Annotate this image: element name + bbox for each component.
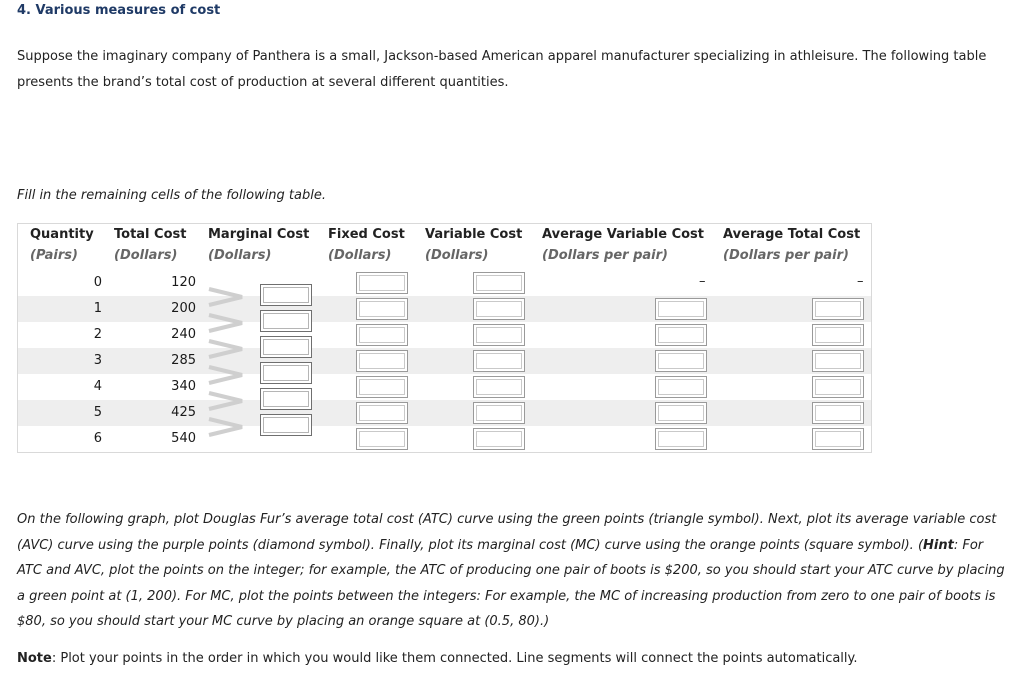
table-row	[18, 426, 871, 452]
chevron-right-icon	[206, 417, 246, 437]
variable-cost-input[interactable]	[473, 402, 525, 424]
variable-cost-input[interactable]	[473, 272, 525, 294]
total-cost-cell: 285	[171, 353, 196, 368]
chevron-right-icon	[206, 339, 246, 359]
marginal-cost-input[interactable]	[260, 336, 312, 358]
marginal-cost-input[interactable]	[260, 414, 312, 436]
avc-dash: –	[699, 274, 706, 289]
fixed-cost-input[interactable]	[356, 376, 408, 398]
atc-input[interactable]	[812, 298, 864, 320]
header-fixed-cost: Fixed Cost (Dollars)	[328, 227, 405, 263]
avc-input[interactable]	[655, 428, 707, 450]
chevron-right-icon	[206, 365, 246, 385]
fill-instruction: Fill in the remaining cells of the following table.	[17, 188, 326, 203]
table-row	[18, 296, 871, 322]
fixed-cost-input[interactable]	[356, 272, 408, 294]
intro-paragraph: Suppose the imaginary company of Panthera is a small, Jackson-based American apparel manufacturer specializing in athleisure. The following table presents the brand’s total cost of production at several different quantities.	[17, 49, 987, 90]
table-row	[18, 374, 871, 400]
atc-input[interactable]	[812, 428, 864, 450]
quantity-cell: 1	[93, 301, 102, 316]
chevron-right-icon	[206, 287, 246, 307]
atc-input[interactable]	[812, 402, 864, 424]
variable-cost-input[interactable]	[473, 376, 525, 398]
header-variable-cost: Variable Cost (Dollars)	[425, 227, 523, 263]
marginal-cost-input[interactable]	[260, 284, 312, 306]
variable-cost-input[interactable]	[473, 298, 525, 320]
table-row	[18, 348, 871, 374]
atc-input[interactable]	[812, 350, 864, 372]
marginal-cost-input[interactable]	[260, 362, 312, 384]
atc-input[interactable]	[812, 324, 864, 346]
avc-input[interactable]	[655, 350, 707, 372]
avc-input[interactable]	[655, 298, 707, 320]
avc-input[interactable]	[655, 376, 707, 398]
total-cost-cell: 540	[171, 431, 196, 446]
marginal-cost-input[interactable]	[260, 388, 312, 410]
variable-cost-input[interactable]	[473, 350, 525, 372]
quantity-cell: 6	[93, 431, 102, 446]
table-row	[18, 400, 871, 426]
chevron-right-icon	[206, 391, 246, 411]
note-label: Note	[17, 651, 52, 666]
graph-instructions: On the following graph, plot Douglas Fur’s average total cost (ATC) curve using the green points (triangle symbol). Next, plot its average variable cost (AVC) curve using the purple points (diamond symbol). Finally, plot its marginal cost (MC) curve using the orange points (square symbol). (Hint: For ATC and AVC, plot the points on the integer; for example, the ATC of producing one pair of boots is $200, so you should start your ATC curve by placing a green point at (1, 200). For MC, plot the points between the integers: For example, the MC of increasing production from zero to one pair of boots is $80, so you should start your MC curve by placing an orange square at (0.5, 80).)	[17, 512, 1005, 629]
header-avc: Average Variable Cost (Dollars per pair)	[542, 227, 705, 263]
table-row	[18, 322, 871, 348]
header-quantity: Quantity (Pairs)	[30, 227, 94, 263]
chevron-right-icon	[206, 313, 246, 333]
quantity-cell: 2	[93, 327, 102, 342]
quantity-cell: 4	[93, 379, 102, 394]
fixed-cost-input[interactable]	[356, 350, 408, 372]
hint-label: Hint	[923, 537, 954, 553]
header-atc: Average Total Cost (Dollars per pair)	[723, 227, 861, 263]
quantity-cell: 3	[93, 353, 102, 368]
variable-cost-input[interactable]	[473, 428, 525, 450]
total-cost-cell: 240	[171, 327, 196, 342]
fixed-cost-input[interactable]	[356, 402, 408, 424]
total-cost-cell: 340	[171, 379, 196, 394]
fixed-cost-input[interactable]	[356, 428, 408, 450]
variable-cost-input[interactable]	[473, 324, 525, 346]
cost-table	[17, 223, 872, 453]
avc-input[interactable]	[655, 324, 707, 346]
fixed-cost-input[interactable]	[356, 298, 408, 320]
total-cost-cell: 200	[171, 301, 196, 316]
quantity-cell: 0	[93, 275, 102, 290]
header-total-cost: Total Cost (Dollars)	[114, 227, 187, 263]
table-row	[18, 270, 871, 296]
total-cost-cell: 120	[171, 275, 196, 290]
total-cost-cell: 425	[171, 405, 196, 420]
question-heading: 4. Various measures of cost	[17, 3, 221, 18]
atc-input[interactable]	[812, 376, 864, 398]
avc-input[interactable]	[655, 402, 707, 424]
header-marginal-cost: Marginal Cost (Dollars)	[208, 227, 310, 263]
fixed-cost-input[interactable]	[356, 324, 408, 346]
quantity-cell: 5	[93, 405, 102, 420]
marginal-cost-input[interactable]	[260, 310, 312, 332]
atc-dash: –	[857, 274, 864, 289]
note-text: Note: Plot your points in the order in which you would like them connected. Line segments will connect the points automatically.	[17, 651, 858, 666]
